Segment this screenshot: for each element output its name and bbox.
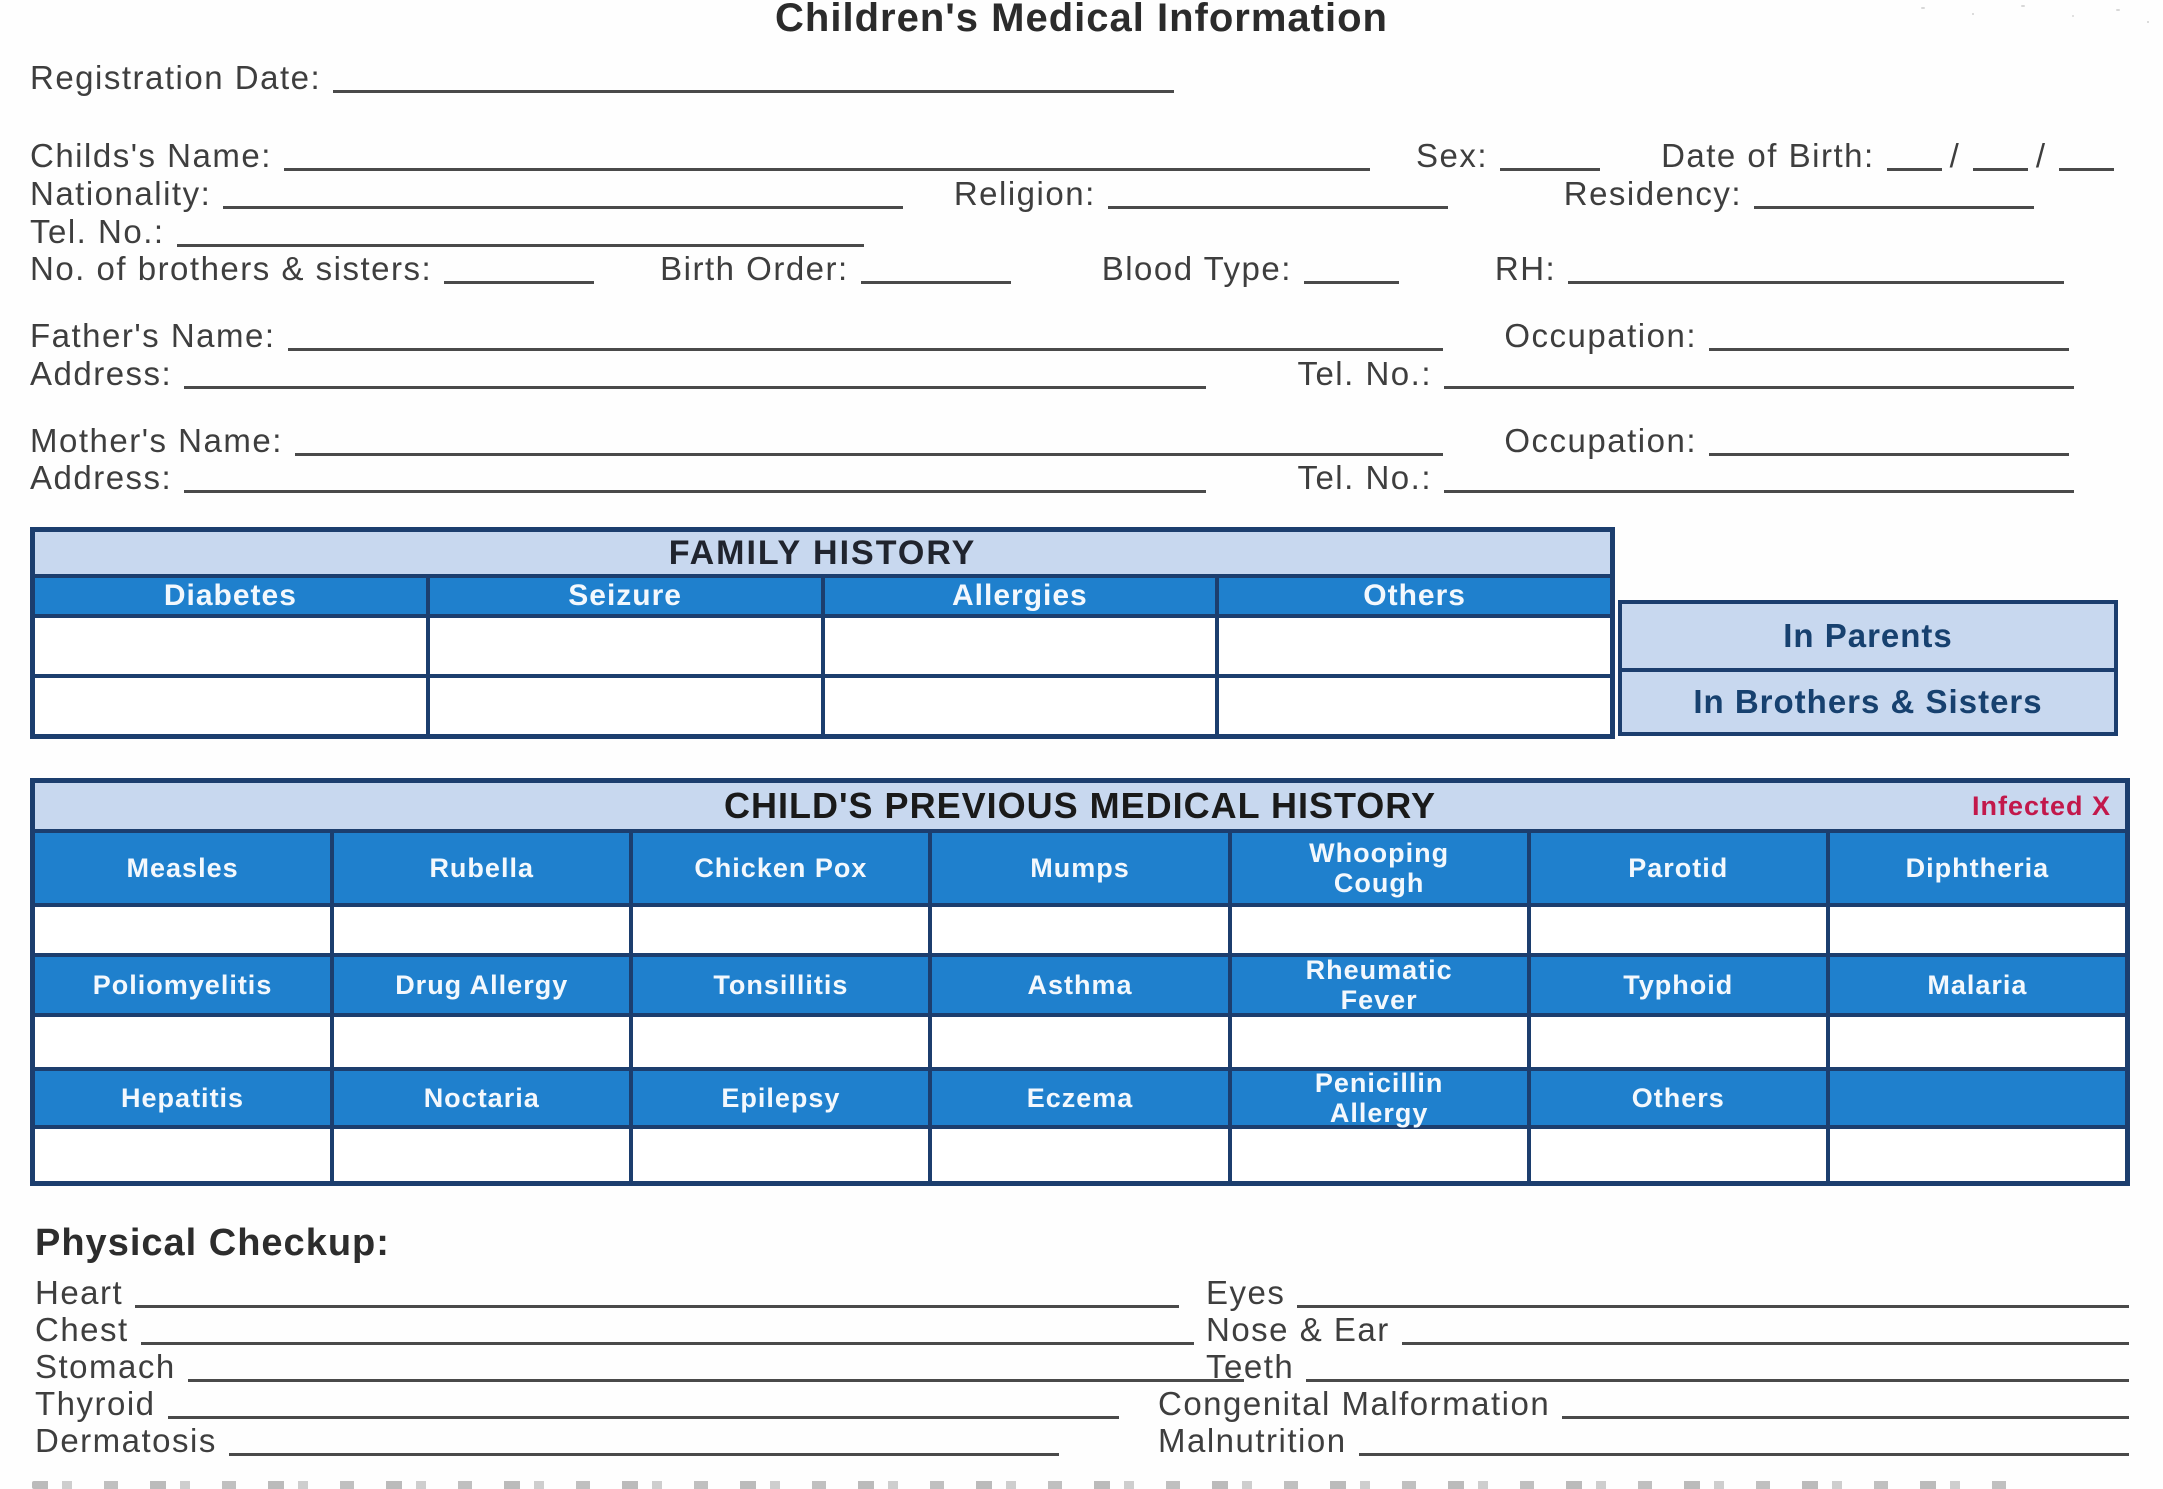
family-history-column-others: Others <box>1219 578 1610 614</box>
mother-occupation-label: Occupation: <box>1504 422 1697 459</box>
medical-history-blank-cell <box>1830 907 2125 953</box>
medical-history-blank-cell <box>633 1017 928 1067</box>
disease-poliomyelitis: Poliomyelitis <box>35 957 330 1013</box>
family-history-blank-cell <box>825 618 1216 674</box>
disease-chicken-pox: Chicken Pox <box>633 833 928 903</box>
checkup-stomach-row <box>35 1349 1250 1385</box>
family-history-blank-cell <box>430 618 821 674</box>
disease-typhoid: Typhoid <box>1531 957 1826 1013</box>
medical-history-blank-cell <box>1531 1129 1826 1181</box>
checkup-thyroid-blank <box>168 1408 1119 1419</box>
checkup-eyes-label: Eyes <box>1206 1274 1286 1311</box>
checkup-stomach-blank <box>188 1371 1244 1382</box>
checkup-heart-blank <box>135 1297 1179 1308</box>
disease-diphtheria: Diphtheria <box>1830 833 2125 903</box>
medical-history-header-row-2 <box>35 957 2125 1013</box>
checkup-congenital-malformation-blank <box>1562 1408 2129 1419</box>
nationality-label: Nationality: <box>30 175 212 212</box>
checkup-dermatosis-label: Dermatosis <box>35 1422 217 1459</box>
physical-checkup-title: Physical Checkup: <box>35 1222 390 1264</box>
registration-date-blank <box>333 82 1174 93</box>
checkup-congenital-malformation-label: Congenital Malformation <box>1158 1385 1551 1422</box>
medical-history-blank-cell <box>334 907 629 953</box>
mother-address-blank <box>184 482 1206 493</box>
siblings-label: No. of brothers & sisters: <box>30 250 433 287</box>
dob-month-blank <box>1973 160 2028 171</box>
medical-history-blank-cell <box>35 907 330 953</box>
residency-label: Residency: <box>1563 175 1742 212</box>
cutoff-text-artifact <box>32 1481 2023 1489</box>
mother-occupation-blank <box>1709 445 2069 456</box>
dob-label: Date of Birth: <box>1661 137 1875 174</box>
disease-eczema: Eczema <box>932 1071 1227 1125</box>
medical-history-blank-cell <box>1531 1017 1826 1067</box>
blood-type-label: Blood Type: <box>1101 250 1292 287</box>
family-history-blank-cell <box>430 678 821 734</box>
dob-year-blank <box>2059 160 2114 171</box>
checkup-nose-ear-label: Nose & Ear <box>1206 1311 1390 1348</box>
family-history-blank-cell <box>1219 618 1610 674</box>
medical-history-header-row-1 <box>35 833 2125 903</box>
checkup-teeth-blank <box>1306 1371 2129 1382</box>
disease-hepatitis: Hepatitis <box>35 1071 330 1125</box>
disease-asthma: Asthma <box>932 957 1227 1013</box>
family-history-parents-row <box>35 618 1610 674</box>
medical-history-title-band <box>35 783 2125 829</box>
medical-history-blank-cell <box>334 1017 629 1067</box>
medical-history-blank-cell <box>633 907 928 953</box>
father-name-row <box>30 318 2075 354</box>
family-history-table <box>30 527 1615 739</box>
checkup-teeth-row <box>1158 1349 2135 1385</box>
mother-name-row <box>30 423 2075 459</box>
child-name-label: Childs's Name: <box>30 137 272 174</box>
disease-parotid: Parotid <box>1531 833 1826 903</box>
checkup-heart-row <box>35 1275 1185 1311</box>
birth-order-label: Birth Order: <box>660 250 849 287</box>
disease-mumps: Mumps <box>932 833 1227 903</box>
medical-history-blank-cell <box>932 1129 1227 1181</box>
sex-blank <box>1500 160 1600 171</box>
disease-measles: Measles <box>35 833 330 903</box>
father-address-row <box>30 356 2080 392</box>
blood-type-blank <box>1304 273 1399 284</box>
medical-history-blank-cell <box>1232 1017 1527 1067</box>
checkup-dermatosis-row <box>35 1423 1065 1459</box>
in-parents-label: In Parents <box>1622 604 2114 668</box>
family-history-blank-cell <box>35 678 426 734</box>
medical-history-blank-cell <box>1232 907 1527 953</box>
child-name-blank <box>284 160 1370 171</box>
registration-date-row <box>30 60 1180 96</box>
nationality-row <box>30 176 2040 212</box>
medical-history-blank-cell <box>35 1017 330 1067</box>
medical-history-blank-cell <box>932 907 1227 953</box>
disease-penicillin-allergy: Penicillin Allergy <box>1232 1071 1527 1125</box>
siblings-blank <box>444 273 594 284</box>
father-name-blank <box>288 340 1444 351</box>
disease-drug-allergy: Drug Allergy <box>334 957 629 1013</box>
in-brothers-sisters-label: In Brothers & Sisters <box>1622 672 2114 732</box>
checkup-chest-label: Chest <box>35 1311 129 1348</box>
registration-date-label: Registration Date: <box>30 59 322 96</box>
infected-note: Infected X <box>1971 790 2111 821</box>
checkup-stomach-label: Stomach <box>35 1348 176 1385</box>
medical-history-blank-row-2 <box>35 1017 2125 1067</box>
child-tel-row <box>30 214 870 250</box>
religion-blank <box>1108 198 1448 209</box>
checkup-chest-row <box>35 1312 1200 1348</box>
checkup-malnutrition-blank <box>1359 1445 2129 1456</box>
residency-blank <box>1754 198 2034 209</box>
checkup-thyroid-label: Thyroid <box>35 1385 156 1422</box>
disease-rheumatic-fever: Rheumatic Fever <box>1232 957 1527 1013</box>
siblings-row <box>30 251 2070 287</box>
medical-history-table <box>30 778 2130 1186</box>
checkup-nose-ear-row <box>1158 1312 2135 1348</box>
medical-history-blank-cell <box>1830 1129 2125 1181</box>
medical-history-blank-cell <box>633 1129 928 1181</box>
disease-whooping-cough: Whooping Cough <box>1232 833 1527 903</box>
birth-order-blank <box>861 273 1011 284</box>
father-address-blank <box>184 378 1206 389</box>
medical-history-blank-cell <box>1232 1129 1527 1181</box>
disease-epilepsy: Epilepsy <box>633 1071 928 1125</box>
family-history-column-allergies: Allergies <box>825 578 1216 614</box>
disease-noctaria: Noctaria <box>334 1071 629 1125</box>
checkup-chest-blank <box>141 1334 1194 1345</box>
medical-history-blank-cell <box>1830 1017 2125 1067</box>
medical-history-blank-cell <box>932 1017 1227 1067</box>
family-history-row-labels <box>1618 600 2118 736</box>
family-history-siblings-row <box>35 678 1610 734</box>
family-history-column-diabetes: Diabetes <box>35 578 426 614</box>
child-tel-label: Tel. No.: <box>30 213 165 250</box>
checkup-malnutrition-label: Malnutrition <box>1158 1422 1347 1459</box>
disease-rubella: Rubella <box>334 833 629 903</box>
father-name-label: Father's Name: <box>30 317 276 354</box>
rh-blank <box>1568 273 2064 284</box>
medical-history-title: CHILD'S PREVIOUS MEDICAL HISTORY <box>724 785 1436 826</box>
mother-name-blank <box>295 445 1444 456</box>
father-occupation-label: Occupation: <box>1504 317 1697 354</box>
father-tel-label: Tel. No.: <box>1297 355 1432 392</box>
nationality-blank <box>223 198 903 209</box>
dob-slash: / <box>1949 137 1959 174</box>
checkup-thyroid-row <box>35 1386 1125 1422</box>
disease-others: Others <box>1531 1071 1826 1125</box>
child-name-row <box>30 138 2120 174</box>
checkup-eyes-row <box>1158 1275 2135 1311</box>
family-history-title: FAMILY HISTORY <box>35 532 1610 574</box>
medical-history-header-row-3 <box>35 1068 2125 1128</box>
family-history-blank-cell <box>825 678 1216 734</box>
medical-history-blank-row-3 <box>35 1129 2125 1181</box>
child-tel-blank <box>177 236 864 247</box>
mother-tel-blank <box>1444 482 2074 493</box>
checkup-eyes-blank <box>1297 1297 2129 1308</box>
medical-history-blank-cell <box>35 1129 330 1181</box>
family-history-blank-cell <box>35 618 426 674</box>
dob-slash: / <box>2035 137 2045 174</box>
checkup-congenital-malformation-row <box>1158 1386 2135 1422</box>
mother-address-label: Address: <box>30 459 173 496</box>
checkup-heart-label: Heart <box>35 1274 124 1311</box>
disease-tonsillitis: Tonsillitis <box>633 957 928 1013</box>
medical-history-blank-cell <box>334 1129 629 1181</box>
page-title: Children's Medical Information <box>775 0 1388 40</box>
family-history-blank-cell <box>1219 678 1610 734</box>
father-address-label: Address: <box>30 355 173 392</box>
checkup-teeth-label: Teeth <box>1206 1348 1295 1385</box>
checkup-malnutrition-row <box>1158 1423 2135 1459</box>
mother-name-label: Mother's Name: <box>30 422 283 459</box>
family-history-column-seizure: Seizure <box>430 578 821 614</box>
family-history-header-row <box>35 578 1610 614</box>
checkup-dermatosis-blank <box>229 1445 1059 1456</box>
checkup-nose-ear-blank <box>1402 1334 2129 1345</box>
mother-tel-label: Tel. No.: <box>1297 459 1432 496</box>
religion-label: Religion: <box>953 175 1096 212</box>
scan-noise-artifact <box>1903 0 2163 42</box>
disease-empty-header-cell <box>1830 1071 2125 1125</box>
rh-label: RH: <box>1494 250 1557 287</box>
medical-history-blank-cell <box>1531 907 1826 953</box>
father-tel-blank <box>1444 378 2074 389</box>
medical-history-blank-row-1 <box>35 907 2125 953</box>
father-occupation-blank <box>1709 340 2069 351</box>
sex-label: Sex: <box>1416 137 1489 174</box>
disease-malaria: Malaria <box>1830 957 2125 1013</box>
dob-day-blank <box>1887 160 1942 171</box>
mother-address-row <box>30 460 2080 496</box>
